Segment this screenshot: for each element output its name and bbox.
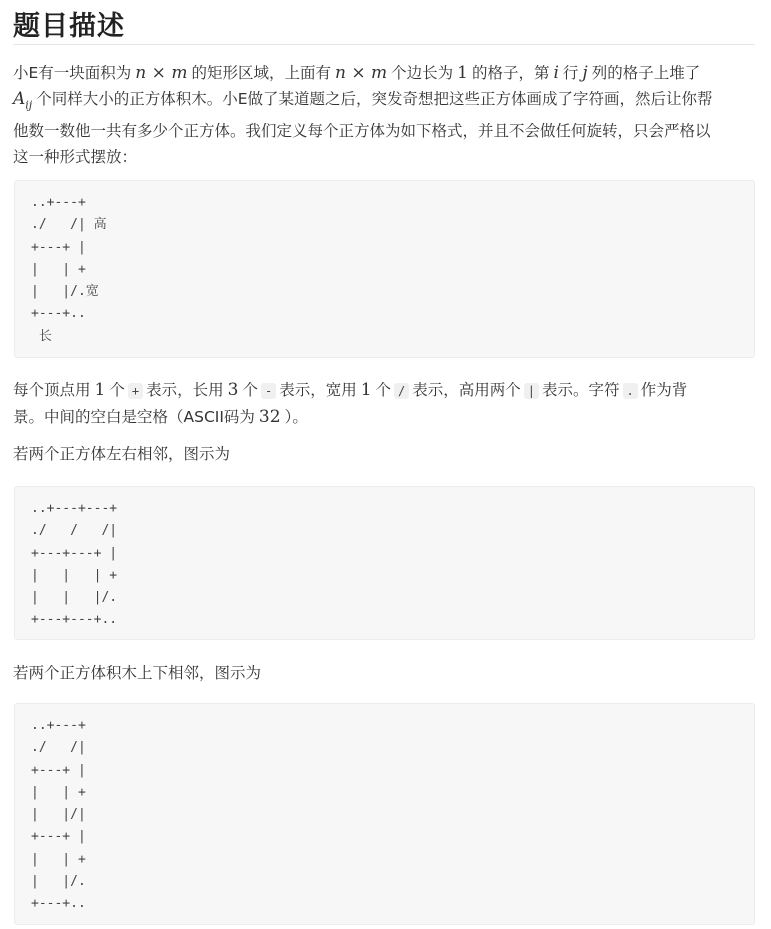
vertical-code-block — [14, 703, 755, 925]
intro-text: 的格子，第 — [471, 64, 550, 82]
explain-line-1: 每个顶点用 1 个 + 表示，长用 3 个 - 表示，宽用 1 个 / 表示，高用两个 | 表示。字符 . 作为背 — [13, 380, 688, 400]
intro-line-3: 他数一数他一共有多少个正方体。我们定义每个正方体为如下格式，并且不会做任何旋转，只会严格以 — [13, 122, 711, 141]
horizontal-caption: 若两个正方体左右相邻，图示为 — [13, 445, 231, 463]
horizontal-ascii-art: ..+---+---+ ./ / /| +---+---+ | | | | + | | |/. +---+---+.. — [31, 501, 118, 628]
intro-text: 列的格子上堆了 — [591, 64, 701, 82]
dot-symbol: . — [623, 383, 638, 399]
explain-line-2: 景。中间的空白是空格（ASCII码为 32 ）。 — [13, 407, 308, 427]
explain-paragraph — [13, 377, 758, 430]
plus-symbol: + — [128, 383, 143, 399]
page-title: 题目描述 — [13, 10, 755, 45]
intro-text: 行 — [562, 64, 579, 82]
intro-text: 小E有一块面积为 — [13, 64, 132, 82]
intro-text: 个同样大小的正方体积木。小E做了某道题之后，突发奇想把这些正方体画成了字符画，然后让你帮 — [36, 90, 713, 108]
intro-line-4: 这一种形式摆放： — [13, 148, 138, 167]
math-j: j — [582, 63, 588, 83]
slash-symbol: / — [394, 383, 409, 399]
vertical-ascii-art: ..+---+ ./ /| +---+ | | | + | |/| +---+ | | | + | |/. +---+.. — [31, 718, 86, 912]
pipe-symbol: | — [524, 383, 539, 399]
intro-paragraph — [13, 60, 758, 170]
intro-line-1 — [13, 60, 758, 86]
horizontal-code-block — [14, 486, 755, 640]
math-one: 1 — [457, 63, 468, 83]
math-i: i — [553, 63, 559, 83]
cube-code-block — [14, 180, 755, 358]
math-ascii-32: 32 — [258, 407, 281, 427]
intro-text: 个边长为 — [391, 64, 454, 82]
cube-ascii-art: ..+---+ ./ /| 高 +---+ | | | + | |/.宽 +---+.. 长 — [31, 195, 107, 344]
math-a-ij: $A_{ij}$ — [13, 89, 33, 112]
intro-line-2 — [13, 86, 758, 118]
minus-symbol: - — [261, 383, 276, 399]
math-n-times-m: n × m — [334, 63, 388, 83]
vertical-caption: 若两个正方体积木上下相邻，图示为 — [13, 664, 262, 682]
intro-text: 的矩形区域，上面有 — [191, 64, 331, 82]
math-n-times-m: n × m — [135, 63, 188, 83]
